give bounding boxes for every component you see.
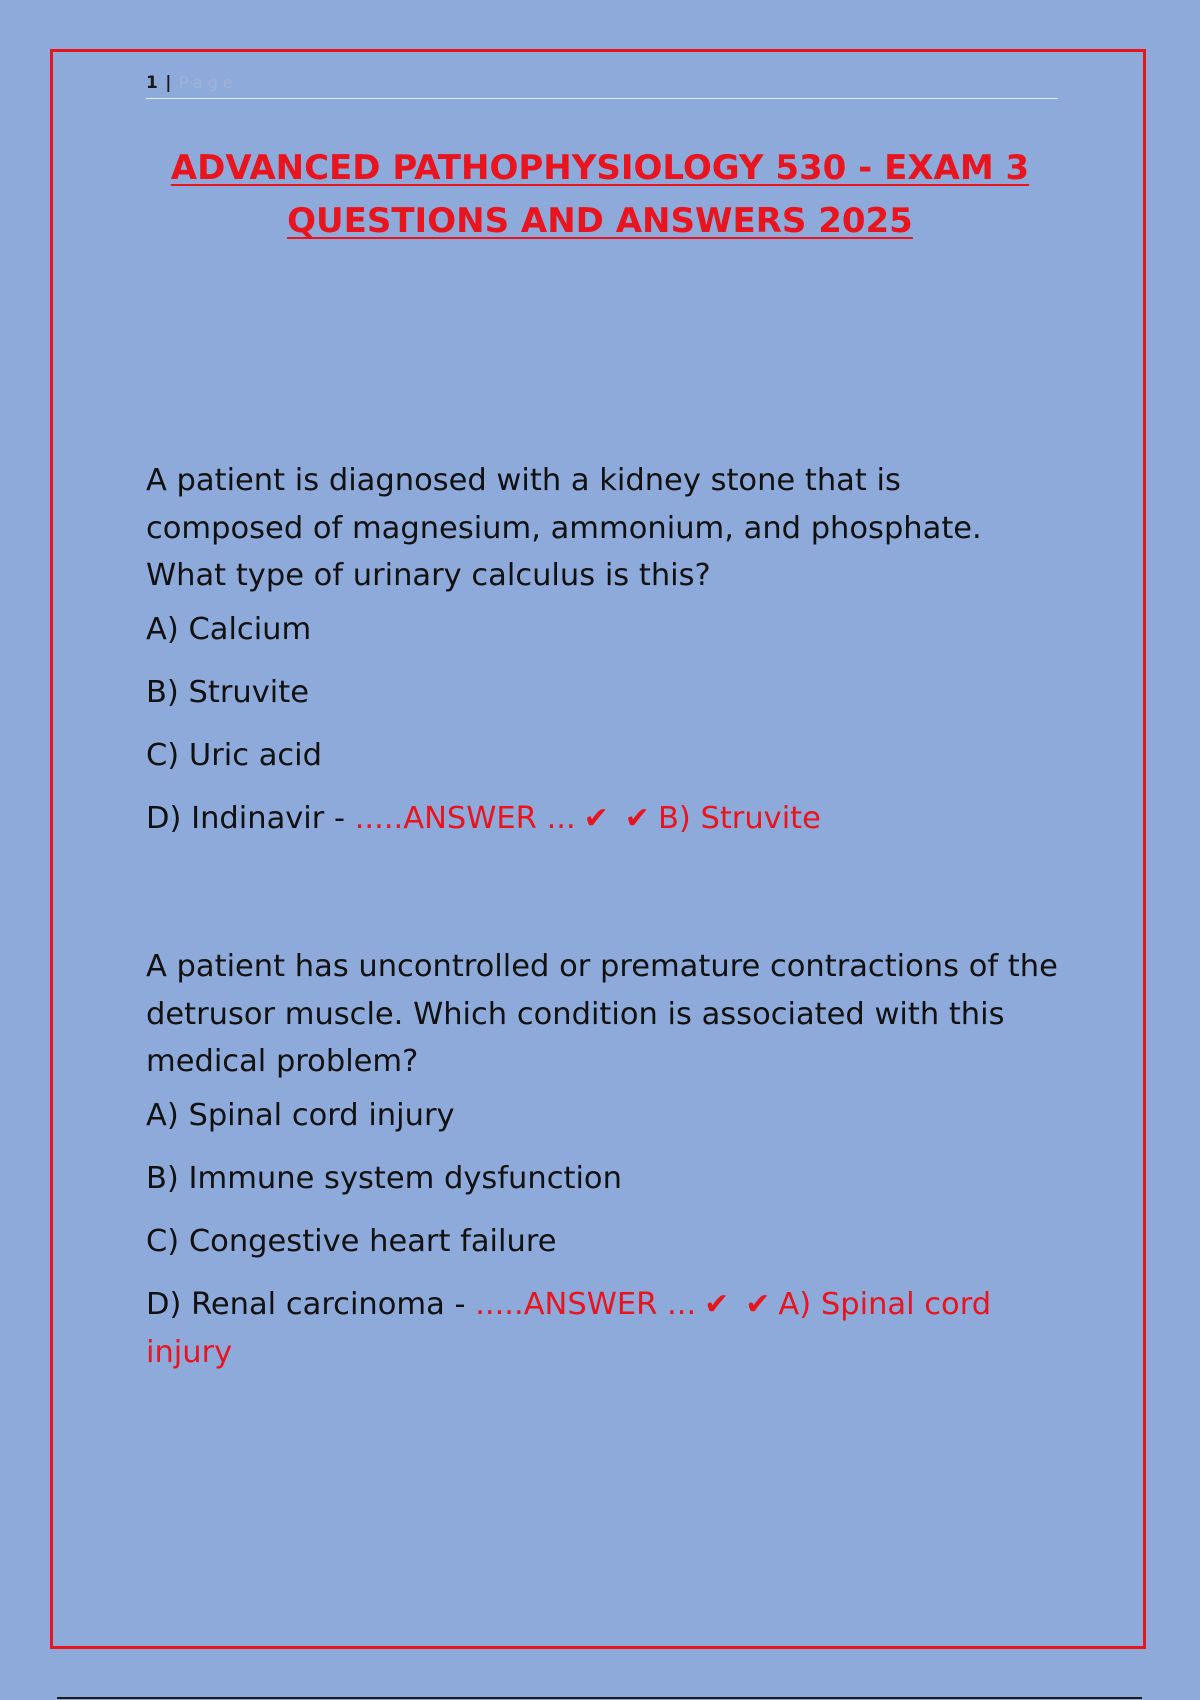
page-label: Page [178, 73, 238, 92]
bottom-rule [57, 1697, 1142, 1699]
answer-prefix: .....ANSWER ... [354, 800, 576, 836]
check-icon: ✔ [583, 800, 609, 836]
question-text: A patient is diagnosed with a kidney stone that is composed of magnesium, ammonium, and phosphate. What type of urinary calculus is this? [146, 463, 982, 593]
page-separator: | [165, 73, 172, 93]
answer-text: A) Spinal cord injury [146, 1286, 992, 1370]
question-text: A patient has uncontrolled or premature contractions of the detrusor muscle. Which condition is associated with this medical problem? [146, 949, 1058, 1079]
option-a: A) Calcium [146, 611, 312, 647]
page-border [50, 49, 1146, 1649]
check-icon: ✔ [745, 1286, 771, 1322]
answer-prefix: .....ANSWER ... [475, 1286, 697, 1322]
page-number: 1 [146, 73, 158, 93]
option-d: D) Renal carcinoma - [146, 1286, 476, 1322]
document-title: ADVANCED PATHOPHYSIOLOGY 530 - EXAM 3 QUESTIONS AND ANSWERS 2025 [170, 148, 1030, 241]
option-b: B) Struvite [146, 674, 309, 710]
option-c: C) Congestive heart failure [146, 1223, 557, 1259]
answer-text: B) Struvite [657, 800, 821, 836]
page-header [146, 70, 1058, 99]
option-d-with-answer [146, 1281, 1066, 1377]
option-a: A) Spinal cord injury [146, 1097, 455, 1133]
check-icon: ✔ [624, 800, 650, 836]
question-block-2 [146, 943, 1066, 1377]
option-b: B) Immune system dysfunction [146, 1160, 622, 1196]
question-block-1 [146, 457, 1066, 843]
option-d: D) Indinavir - [146, 800, 355, 836]
check-icon: ✔ [704, 1286, 730, 1322]
option-c: C) Uric acid [146, 737, 322, 773]
option-d-with-answer [146, 795, 1066, 843]
